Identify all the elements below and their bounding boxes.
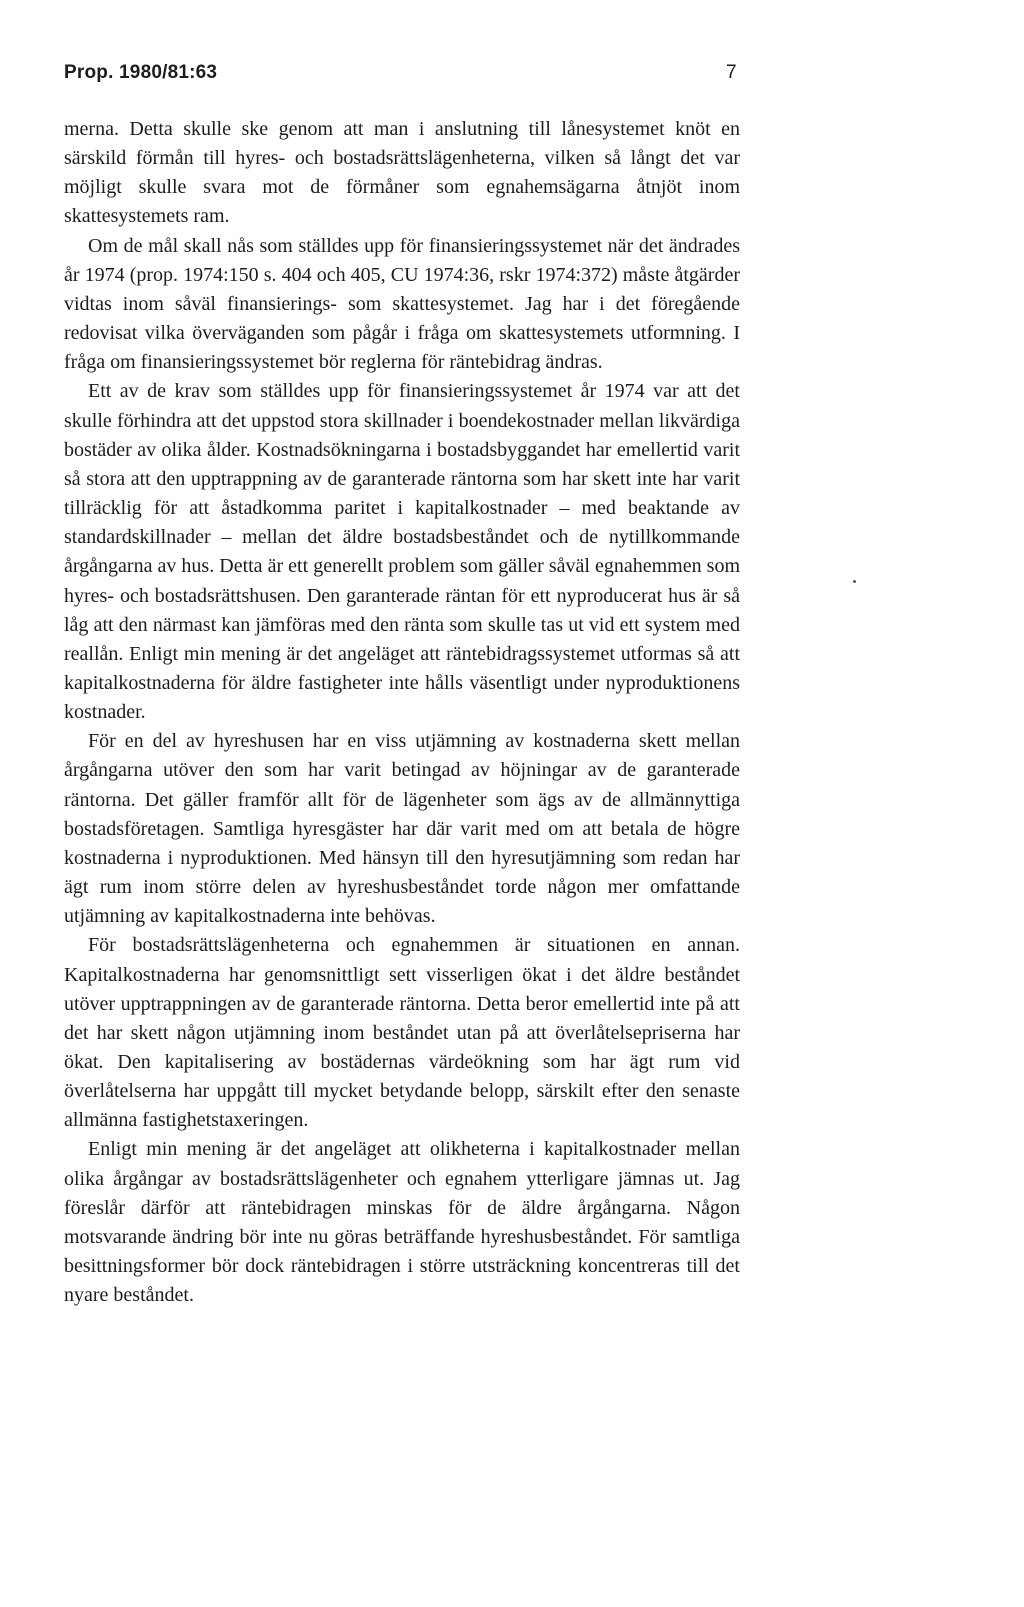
paragraph: Ett av de krav som ställdes upp för finansieringssystemet år 1974 var att det skulle förhindra att det uppstod stora skillnader i boendekostnader mellan likvärdiga bostäder av olika ålder. Kostnadsökningarna i bostadsbyggandet har emellertid varit så stora att den upptrappning av de garanterade räntorna som har skett inte har varit tillräcklig för att åstadkomma paritet i kapitalkostnader – med beaktande av standardskillnader – mellan det äldre bostadsbeståndet och de nytillkommande årgångarna av hus. Detta är ett generellt problem som gäller såväl egnahemmen som hyres- och bostadsrättshusen. Den garanterade räntan för ett nyproducerat hus är så låg att den närmast kan jämföras med den ränta som skulle tas ut vid ett system med reallån. Enligt min mening är det angeläget att räntebidragssystemet utformas så att kapitalkostnaderna för äldre fastigheter inte hålls väsentligt under nyproduktionens kostnader. bbox=[64, 380, 740, 724]
document-reference: Prop. 1980/81:63 bbox=[64, 62, 218, 83]
page-number: 7 bbox=[726, 62, 737, 83]
paragraph: För en del av hyreshusen har en viss utjämning av kostnaderna skett mellan årgångarna utöver den som har varit betingad av höjningar av de garanterade räntorna. Det gäller framför allt för de lägenheter som ägs av de allmännyttiga bostadsföretagen. Samtliga hyresgäster har där varit med om att betala de högre kostnaderna i nyproduktionen. Med hänsyn till den hyresutjämning som redan har ägt rum inom större delen av hyreshusbeståndet torde någon mer omfattande utjämning av kapitalkostnaderna inte behövas. bbox=[64, 730, 740, 928]
paragraph: För bostadsrättslägenheterna och egnahemmen är situationen en annan. Kapitalkostnaderna har genomsnittligt sett visserligen ökat i det äldre beståndet utöver upptrappningen av de garanterade räntorna. Detta beror emellertid inte på att det har skett någon utjämning inom beståndet utan på att överlåtelsepriserna har ökat. Den kapitalisering av bostädernas värdeökning som har ägt rum vid överlåtelserna har uppgått till mycket betydande belopp, särskilt efter den senaste allmänna fastighetstaxeringen. bbox=[64, 934, 740, 1132]
body-text bbox=[64, 115, 740, 1310]
paragraph: Enligt min mening är det angeläget att olikheterna i kapitalkostnader mellan olika årgångar av bostadsrättslägenheter och egnahem ytterligare jämnas ut. Jag föreslår därför att räntebidragen minskas för de äldre årgångarna. Någon motsvarande ändring bör inte nu göras beträffande hyreshusbeståndet. För samtliga besittningsformer bör dock räntebidragen i större utsträckning koncentreras till det nyare beståndet. bbox=[64, 1138, 740, 1307]
paragraph-continuation: merna. Detta skulle ske genom att man i anslutning till lånesystemet knöt en särskild förmån till hyres- och bostadsrättslägenheterna, vilken så långt det var möjligt skulle svara mot de förmåner som egnahemsägarna åtnjöt inom skattesystemets ram. bbox=[64, 118, 740, 228]
scan-speck bbox=[853, 580, 856, 583]
paragraph: Om de mål skall nås som ställdes upp för finansieringssystemet när det ändrades år 1974 (prop. 1974:150 s. 404 och 405, CU 1974:36, rskr 1974:372) måste åtgärder vidtas inom såväl finansierings- som skattesystemet. Jag har i det föregående redovisat vilka överväganden som pågår i fråga om skattesystemets utformning. I fråga om finansieringssystemet bör reglerna för räntebidrag ändras. bbox=[64, 234, 740, 374]
